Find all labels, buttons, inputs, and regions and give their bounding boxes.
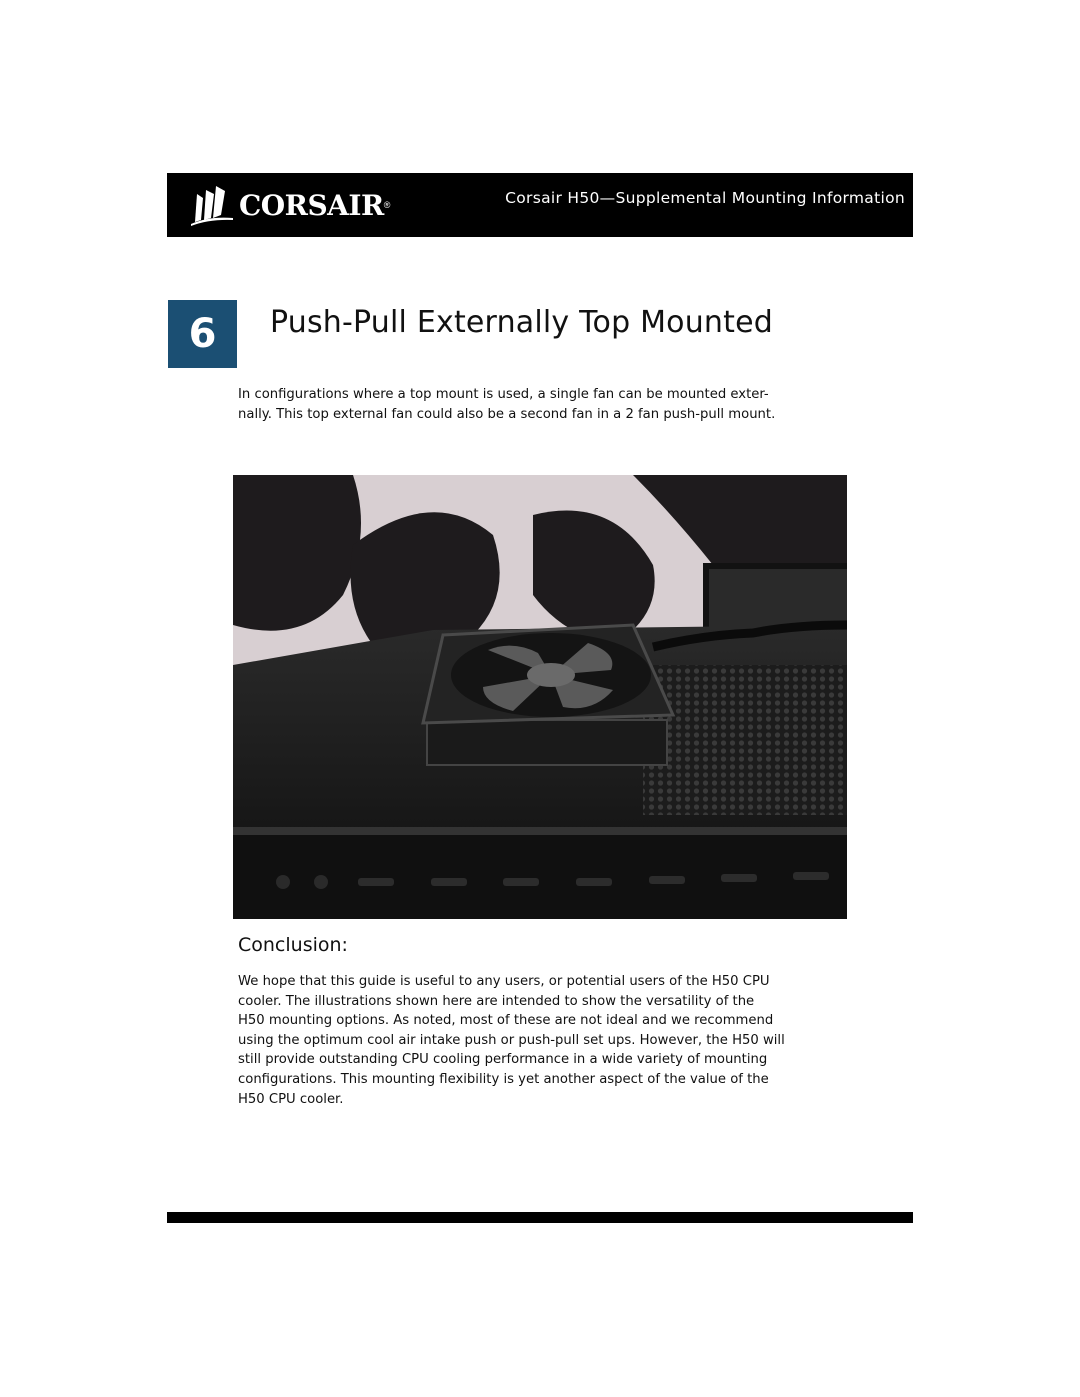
intro-paragraph — [238, 385, 838, 424]
fan-on-case-top-photo-icon — [233, 475, 847, 919]
section-title: Push-Pull Externally Top Mounted — [270, 305, 774, 340]
conclusion-line: configurations. This mounting flexibility is yet another aspect of the value of the — [238, 1071, 769, 1087]
conclusion-heading: Conclusion: — [238, 934, 348, 956]
conclusion-line: using the optimum cool air intake push or push-pull set ups. However, the H50 will — [238, 1032, 785, 1048]
document-title: Corsair H50—Supplemental Mounting Information — [505, 189, 905, 207]
footer-bar — [167, 1212, 913, 1223]
conclusion-line: still provide outstanding CPU cooling performance in a wide variety of mounting — [238, 1052, 768, 1068]
corsair-logo — [189, 179, 399, 231]
step-number-badge: 6 — [168, 300, 237, 368]
fan-mount-photo — [233, 475, 847, 919]
conclusion-line: We hope that this guide is useful to any users, or potential users of the H50 CPU — [238, 974, 770, 989]
conclusion-line: H50 CPU cooler. — [238, 1091, 344, 1107]
intro-line: nally. This top external fan could also be a second fan in a 2 fan push-pull mount. — [238, 406, 776, 422]
conclusion-paragraph — [238, 972, 848, 1109]
header-bar — [167, 173, 913, 237]
brand-name: CORSAIR — [239, 188, 384, 222]
conclusion-line: H50 mounting options. As noted, most of these are not ideal and we recommend — [238, 1013, 774, 1029]
intro-line: In configurations where a top mount is used, a single fan can be mounted exter- — [238, 387, 769, 402]
registered-mark: ® — [383, 200, 391, 210]
corsair-sails-icon — [189, 182, 235, 228]
conclusion-line: cooler. The illustrations shown here are intended to show the versatility of the — [238, 993, 755, 1009]
